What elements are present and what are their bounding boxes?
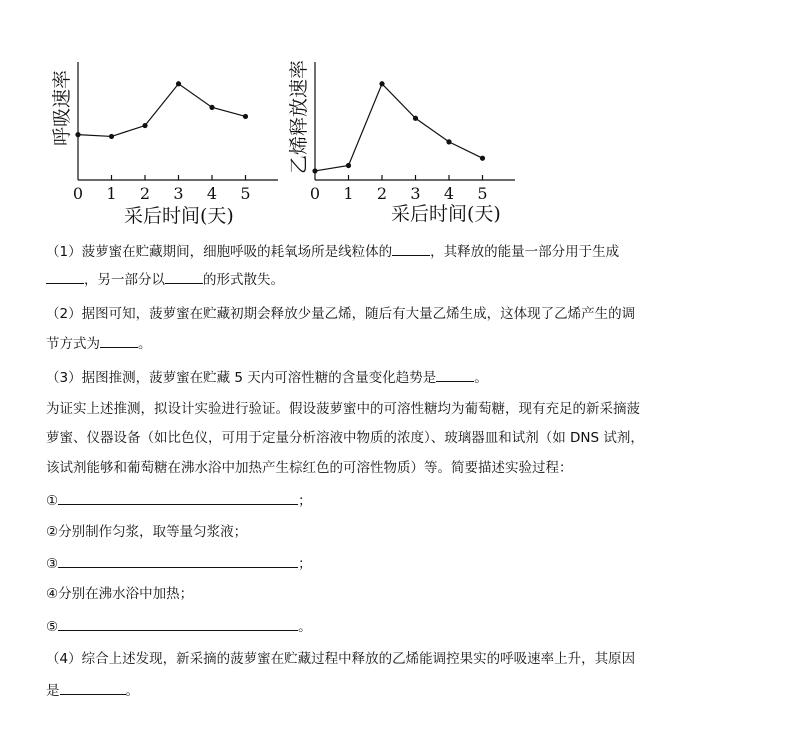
question-3-line-1 [46, 368, 488, 387]
question-4-line-1 [46, 650, 635, 668]
answer-blank [100, 334, 138, 348]
experiment-line-3 [46, 459, 573, 477]
data-point [75, 132, 80, 137]
question-2-line-2 [46, 334, 152, 353]
step-3-end: ； [298, 556, 312, 572]
step-2 [46, 523, 247, 541]
step-1-number: ① [46, 493, 59, 509]
answer-blank [58, 554, 298, 568]
x-tick-label: 3 [173, 184, 184, 203]
data-point [209, 105, 214, 110]
answer-blank [60, 681, 126, 695]
data-point [109, 134, 114, 139]
q1-text-1: （1）菠萝蜜在贮藏期间，细胞呼吸的耗氧场所是线粒体的 [46, 244, 393, 260]
data-series [75, 81, 248, 139]
q2-text-3: 。 [138, 336, 152, 352]
q2-text-1: （2）据图可知，菠萝蜜在贮藏初期会释放少量乙烯，随后有大量乙烯生成，这体现了乙烯产生的调 [46, 306, 636, 322]
x-axis-title: 采后时间(天) [391, 203, 501, 225]
q4-text-2: 是 [46, 683, 60, 699]
x-tick-label: 1 [106, 184, 117, 203]
step-1 [46, 491, 312, 510]
answer-blank [436, 368, 474, 382]
x-ticks [73, 175, 251, 203]
data-point [413, 116, 418, 121]
x-tick-label: 0 [309, 184, 321, 203]
q1-text-4: 的形式散失。 [203, 272, 284, 288]
q3-text-2: 。 [474, 370, 488, 386]
data-point [480, 156, 485, 161]
data-point [176, 81, 181, 86]
experiment-line-2 [46, 429, 644, 447]
answer-blank [165, 270, 203, 284]
data-point [446, 139, 451, 144]
question-1-line-2 [46, 270, 284, 289]
q1-text-2: ，其释放的能量一部分用于生成 [430, 244, 620, 260]
q1-text-3: ，另一部分以 [84, 272, 165, 288]
x-tick-label: 4 [206, 184, 218, 203]
respiration-rate-plot [52, 58, 284, 228]
experiment-text-2: 萝蜜、仪器设备（如比色仪，可用于定量分析溶液中物质的浓度）、玻璃器皿和试剂（如 DNS 试剂， [46, 430, 644, 446]
q4-text-1: （4）综合上述发现，新采摘的菠萝蜜在贮藏过程中释放的乙烯能调控果实的呼吸速率上升，其原因 [46, 651, 636, 667]
step-1-end: ； [298, 493, 312, 509]
step-3-number: ③ [46, 556, 59, 572]
answer-blank [58, 617, 298, 631]
data-point [312, 168, 317, 173]
x-tick-label: 3 [410, 184, 421, 203]
respiration-rate-chart [52, 58, 284, 228]
data-point [379, 81, 384, 86]
step-5-end: 。 [298, 619, 312, 635]
y-axis-title: 乙烯释放速率 [288, 59, 310, 174]
step-4 [46, 585, 193, 603]
x-ticks [310, 175, 488, 203]
question-4-line-2 [46, 681, 139, 700]
ethylene-rate-plot [289, 58, 521, 228]
data-point [142, 123, 147, 128]
step-2-text: ②分别制作匀浆，取等量匀浆液； [46, 524, 248, 540]
ethylene-rate-chart [289, 58, 521, 228]
x-tick-label: 5 [477, 184, 488, 203]
step-4-text: ④分别在沸水浴中加热； [46, 586, 194, 602]
x-axis-title: 采后时间(天) [124, 205, 234, 227]
x-tick-label: 5 [240, 184, 251, 203]
data-point [243, 114, 248, 119]
series-line [315, 84, 483, 171]
y-axis-title: 呼吸速率 [51, 69, 73, 146]
question-2-line-1 [46, 305, 635, 323]
step-5-number: ⑤ [46, 619, 59, 635]
x-tick-label: 1 [343, 184, 354, 203]
q3-text-1: （3）据图推测，菠萝蜜在贮藏 5 天内可溶性糖的含量变化趋势是 [46, 370, 437, 386]
step-3 [46, 554, 312, 573]
experiment-text-1: 为证实上述推测，拟设计实验进行验证。假设菠萝蜜中的可溶性糖均为葡萄糖，现有充足的新采摘菠 [46, 401, 640, 417]
experiment-text-3: 该试剂能够和葡萄糖在沸水浴中加热产生棕红色的可溶性物质）等。简要描述实验过程： [46, 460, 573, 476]
x-tick-label: 4 [443, 184, 455, 203]
q2-text-2: 节方式为 [46, 336, 100, 352]
x-tick-label: 2 [139, 184, 151, 203]
question-1-line-1 [46, 242, 619, 261]
answer-blank [392, 242, 430, 256]
x-tick-label: 2 [376, 184, 388, 203]
answer-blank [58, 491, 298, 505]
q4-text-3: 。 [125, 683, 139, 699]
data-point [346, 163, 351, 168]
x-tick-label: 0 [72, 184, 84, 203]
step-5 [46, 617, 312, 636]
data-series [312, 81, 485, 173]
series-line [78, 84, 246, 137]
answer-blank [46, 270, 84, 284]
experiment-line-1 [46, 400, 640, 418]
